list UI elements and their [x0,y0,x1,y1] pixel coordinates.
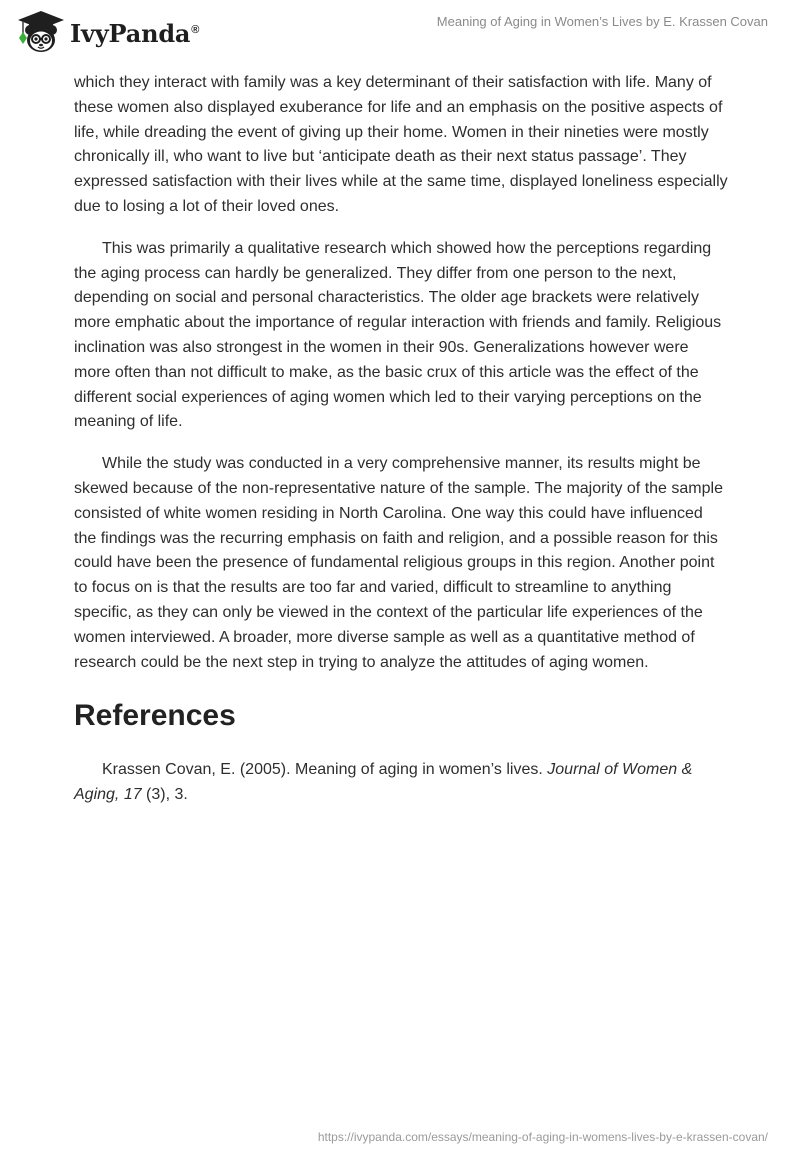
source-url[interactable]: https://ivypanda.com/essays/meaning-of-aging-in-womens-lives-by-e-krassen-covan/ [317,1130,768,1144]
references-heading: References [74,699,236,733]
logo-wordmark: IvyPanda® [70,18,200,48]
body-paragraph: This was primarily a qualitative research which showed how the perceptions regarding the aging process can hardly be generalized. They differ from one person to the next, depending on social and personal characteristics. The older age brackets were relatively more emphatic about the importance of regular interaction with friends and family. Religious inclination was also strongest in the women in their 90s. Generalizations however were more often than not difficult to make, as the basic crux of this article was the effect of the different social experiences of aging women which led to their varying perceptions on the meaning of life. [74,239,722,431]
reference-entry [74,758,728,808]
reference-authors-title: Krassen Covan, E. (2005). Meaning of aging in women’s lives. [102,761,548,779]
panda-graduate-icon [14,8,68,56]
body-paragraph: which they interact with family was a key determinant of their satisfaction with life. Many of these women also displayed exuberance for life and an emphasis on the positive aspects of life, while dreading the event of giving up their home. Women in their nineties were mostly chronically ill, who want to live but ‘anticipate death as their next status passage’. They expressed satisfaction with their lives while at the same time, displayed loneliness especially due to losing a lot of their loved ones. [74,74,728,215]
body-paragraph: While the study was conducted in a very comprehensive manner, its results might be skewed because of the non-representative nature of the sample. The majority of the sample consisted of white women residing in North Carolina. One way this could have influenced the findings was the recurring emphasis on faith and religion, and a possible reason for this could have been the presence of fundamental religious groups in this region. Another point to focus on is that the results are too far and varied, difficult to streamline to anything specific, as they can only be viewed in the context of the particular life experiences of the women interviewed. A broader, more diverse sample as well as a quantitative method of research could be the next step in trying to analyze the attitudes of aging women. [74,455,723,671]
page-header [0,0,800,62]
essay-content [74,71,728,808]
reference-journal: Journal of Women & Aging, 17 [74,761,693,804]
reference-issue-pages: (3), 3. [141,786,188,804]
running-title: Meaning of Aging in Women’s Lives by E. Krassen Covan [436,14,768,29]
ivypanda-logo[interactable] [14,8,199,56]
